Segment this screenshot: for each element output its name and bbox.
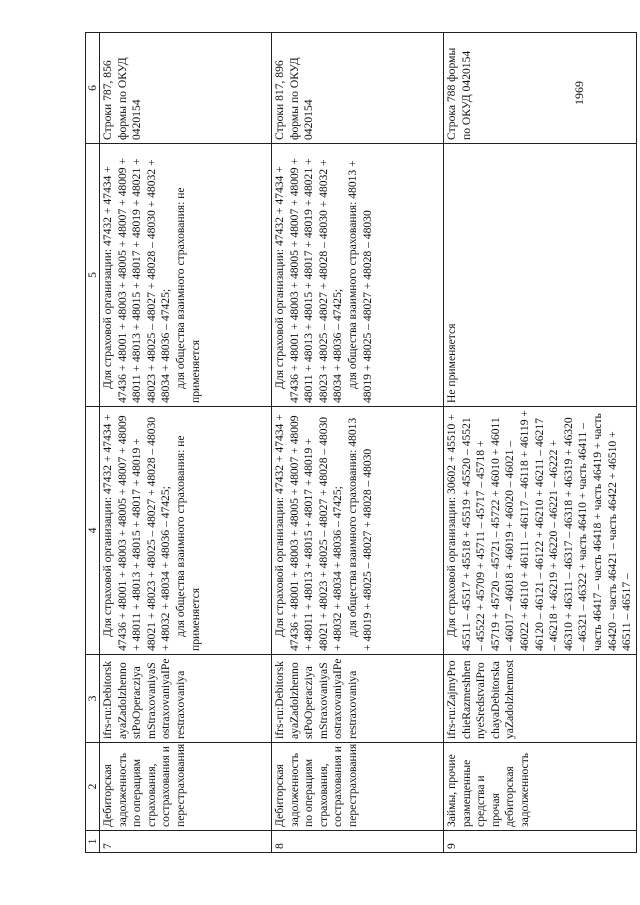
row-formula-col4 [444, 407, 637, 655]
formula-org: Для страховой организации: 30602 + 45510 + 45511 – 45517 + 45518 + 45519 + 45520 – 45521 – 45522 + 45709 + 45711 – 45717 – 45718 + 45719 + 45720 – 45721 – 45722 + 46010 + 46011 – 46017 – 46018 + 46019 + 46020 – 46021 – 46022 + 46110 + 46111 – 46117 – 46118 + 46119 + 46120 – 46121 – 46122 + 46210 + 46211 – 46217 – 46218 + 46219 + 46220 – 46221 – 46222 + 46310 + 46311 – 46317 – 46318 + 46319 + 46320 – 46321 – 46322 + часть 46410 + часть 46411 – часть 46417 – часть 46418 + часть 46419 + часть 46420 – часть 46421 – часть 46422 + 46510 + 46511 – 46517 – [445, 410, 634, 651]
formula-org: Для страховой организации: 47432 + 47434 + 47436 + 48001 + 48003 + 48005 + 48007 + 48009 + 48011 + 48013 + 48015 + 48017 + 48019 + 48021 + 48023 + 48025 – 48027 + 48028 – 48030 + 48032 + 48034 + 48036 – 47425; [273, 157, 345, 403]
formula-org: Для страховой организации: 47432 + 47434 + 47436 + 48001 + 48003 + 48005 + 48007 + 48009 + 48011 + 48013 + 48015 + 48017 + 48019 + 48021 + 48023 + 48025 – 48027 + 48028 – 48030 + 48032 + 48034 + 48036 – 47425; [101, 157, 173, 403]
table-row [444, 33, 637, 853]
row-reference: Строки 787, 856 формы по ОКУД 0420154 [100, 33, 272, 144]
row-formula-col4 [272, 407, 444, 655]
table-row [272, 33, 444, 853]
header-cell: 1 [86, 831, 100, 853]
formula-org: Не применяется [445, 323, 458, 403]
row-code: ifrs-ru:DebitorskayaZadolzhennostPoOperacziyamStraxovaniyaSostraxovaniyaIPerestraxovaniya [100, 655, 272, 743]
row-formula-col5 [272, 144, 444, 407]
row-formula-col4 [100, 407, 272, 655]
formula-mutual: для общества взаимного страхования: 48013 + 48019 + 48025 – 48027 + 48028 – 48030 [345, 417, 374, 651]
table-row [100, 33, 272, 853]
row-formula-col5 [100, 144, 272, 407]
header-cell: 5 [86, 144, 100, 407]
header-row [86, 33, 100, 853]
formula-org: Для страховой организации: 47432 + 47434 + 47436 + 48001 + 48003 + 48005 + 48007 + 48009 + 48011 + 48013 + 48015 + 48017 + 48019 + 48021 + 48023 + 48025 – 48027 + 48028 – 48030 + 48032 + 48034 + 48036 – 47425; [101, 414, 173, 651]
row-reference: Строка 788 формы по ОКУД 0420154 [444, 33, 637, 144]
header-cell: 4 [86, 407, 100, 655]
header-cell: 3 [86, 655, 100, 743]
row-reference: Строки 817, 896 формы по ОКУД 0420154 [272, 33, 444, 144]
row-code: ifrs-ru:ZajmyProchieRazmeshhennyeSredstvaIProchayaDebitorskayaZadolzhennost [444, 655, 637, 743]
row-code: ifrs-ru:DebitorskayaZadolzhennostPoOperacziyamStraxovaniyaSostraxovaniyaIPerestraxovaniya [272, 655, 444, 743]
row-name: Займы, прочие размещенные средства и прочая дебиторская задолженность [444, 743, 637, 831]
header-cell: 6 [86, 33, 100, 144]
page-number: 1969 [572, 81, 586, 105]
formula-org: Для страховой организации: 47432 + 47434 + 47436 + 48001 + 48003 + 48005 + 48007 + 48009 + 48011 + 48013 + 48015 + 48017 + 48019 + 48021 + 48023 + 48025 – 48027 + 48028 – 48030 + 48032 + 48034 + 48036 – 47425; [273, 414, 345, 651]
row-number: 8 [272, 831, 444, 853]
row-number: 7 [100, 831, 272, 853]
formula-mutual: для общества взаимного страхования: не применяется [173, 435, 202, 651]
row-number: 9 [444, 831, 637, 853]
formula-mutual: для общества взаимного страхования: 48013 + 48019 + 48025 – 48027 + 48028 – 48030 [345, 160, 374, 403]
row-name: Дебиторская задолженность по операциям страхования, сострахования и перестрахования [100, 743, 272, 831]
accounts-table [85, 32, 637, 853]
row-formula-col5 [444, 144, 637, 407]
header-cell: 2 [86, 743, 100, 831]
row-name: Дебиторская задолженность по операциям страхования, сострахования и перестрахования [272, 743, 444, 831]
formula-mutual: для общества взаимного страхования: не применяется [173, 187, 202, 403]
rotated-content [85, 33, 634, 853]
